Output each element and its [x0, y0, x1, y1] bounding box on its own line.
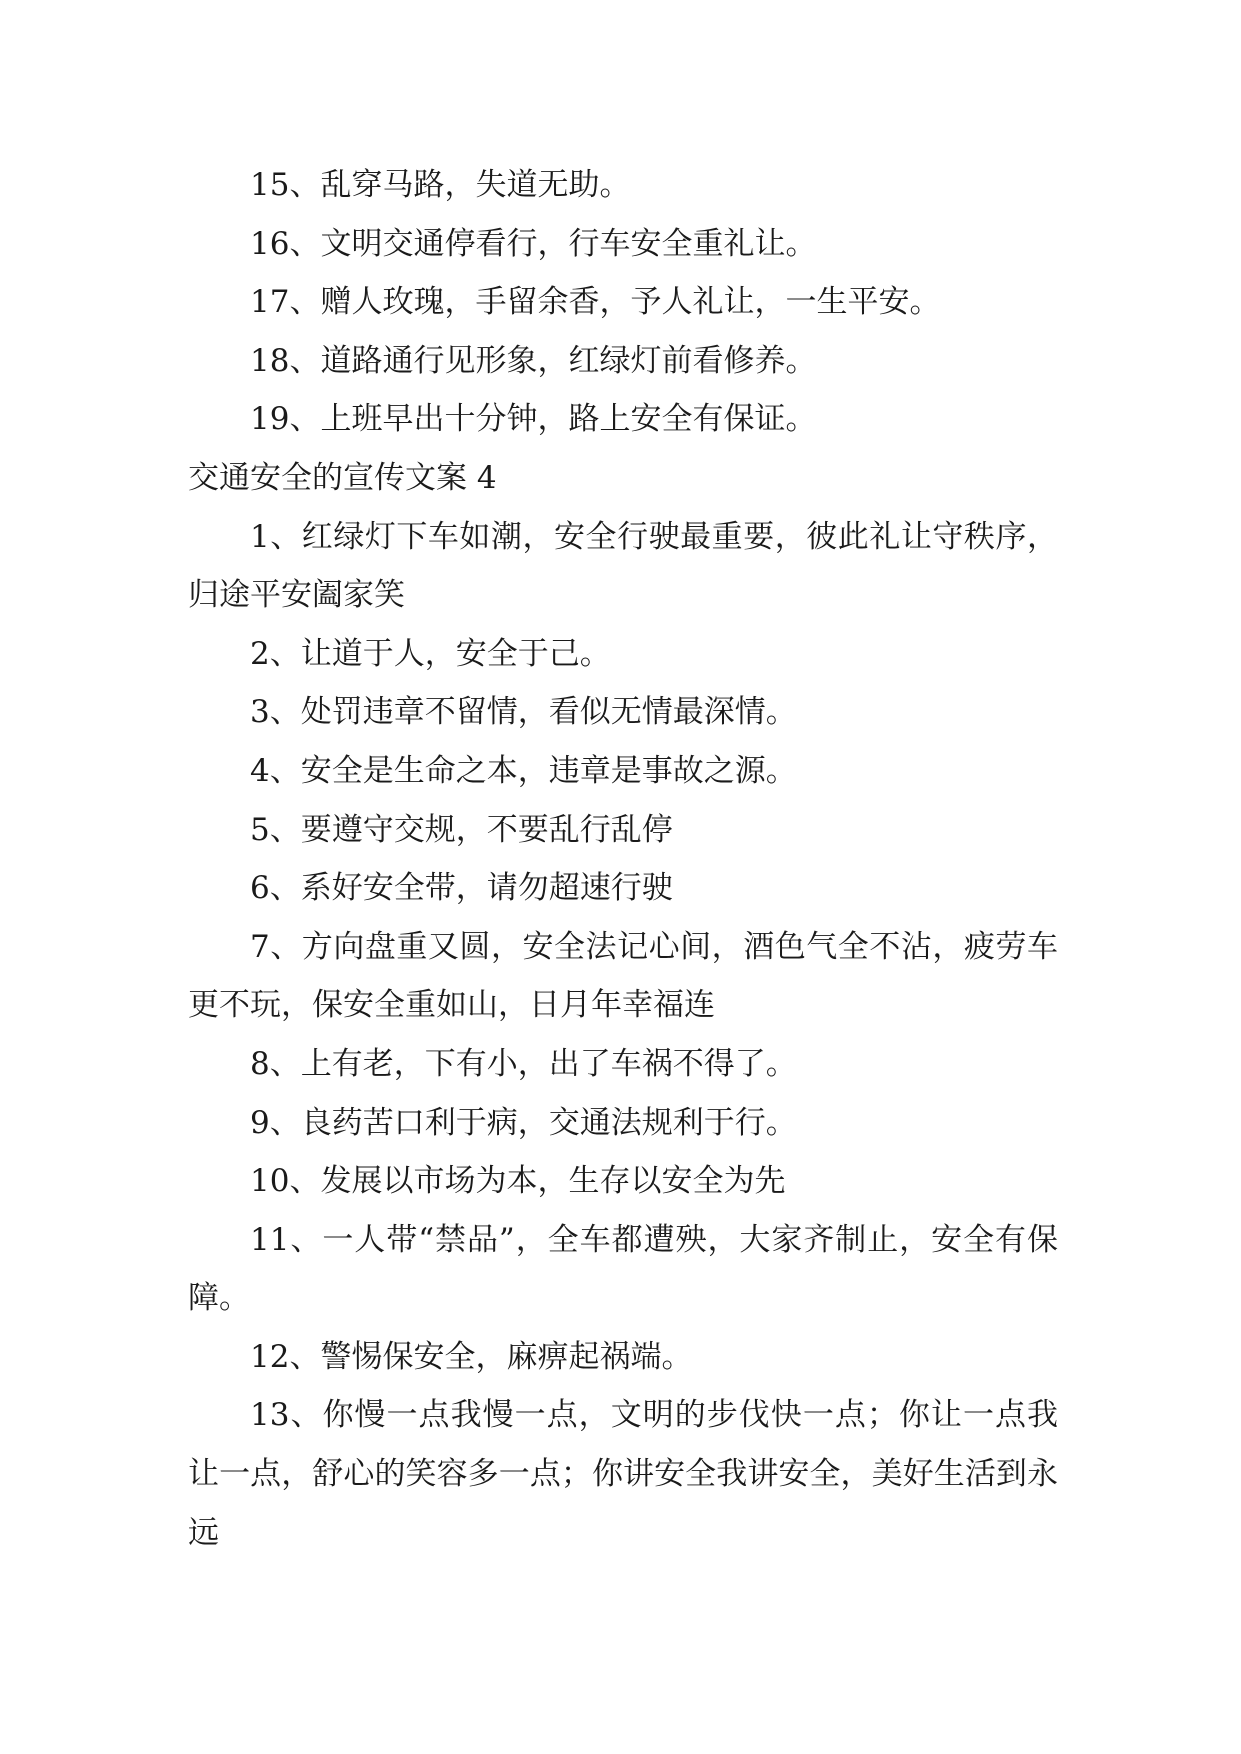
- slogan-line: 18、道路通行见形象，红绿灯前看修养。: [250, 342, 817, 379]
- slogan-item: 1、红绿灯下车如潮，安全行驶最重要，彼此礼让守秩序，归途平安阖家笑: [188, 518, 1058, 614]
- section-title: 交通安全的宣传文案 4: [188, 459, 497, 496]
- slogan-item: 7、方向盘重又圆，安全法记心间，酒色气全不沾，疲劳车更不玩，保安全重如山，日月年幸福连: [188, 928, 1058, 1024]
- slogan-item: 9、良药苦口利于病，交通法规利于行。: [250, 1104, 797, 1141]
- slogan-line: 19、上班早出十分钟，路上安全有保证。: [250, 401, 817, 438]
- slogan-line: 17、赠人玫瑰，手留余香，予人礼让，一生平安。: [250, 284, 941, 321]
- slogan-item: 12、警惕保安全，麻痹起祸端。: [250, 1338, 693, 1375]
- slogan-item: 8、上有老，下有小，出了车祸不得了。: [250, 1045, 797, 1082]
- slogan-item: 6、系好安全带，请勿超速行驶: [250, 870, 673, 907]
- slogan-item: 2、让道于人，安全于己。: [250, 635, 611, 672]
- slogan-line: 15、乱穿马路，失道无助。: [250, 167, 631, 203]
- slogan-item: 4、安全是生命之本，违章是事故之源。: [250, 752, 797, 789]
- slogan-line: 16、文明交通停看行，行车安全重礼让。: [250, 225, 817, 262]
- slogan-item: 10、发展以市场为本，生存以安全为先: [250, 1163, 786, 1200]
- slogan-item: 13、你慢一点我慢一点，文明的步伐快一点；你让一点我让一点，舒心的笑容多一点；你讲安全我讲安全，美好生活到永远: [188, 1397, 1058, 1551]
- document-body: [188, 156, 1058, 1562]
- slogan-item: 11、一人带“禁品”，全车都遭殃，大家齐制止，安全有保障。: [188, 1221, 1058, 1317]
- slogan-item: 5、要遵守交规，不要乱行乱停: [250, 811, 673, 848]
- slogan-item: 3、处罚违章不留情，看似无情最深情。: [250, 694, 797, 731]
